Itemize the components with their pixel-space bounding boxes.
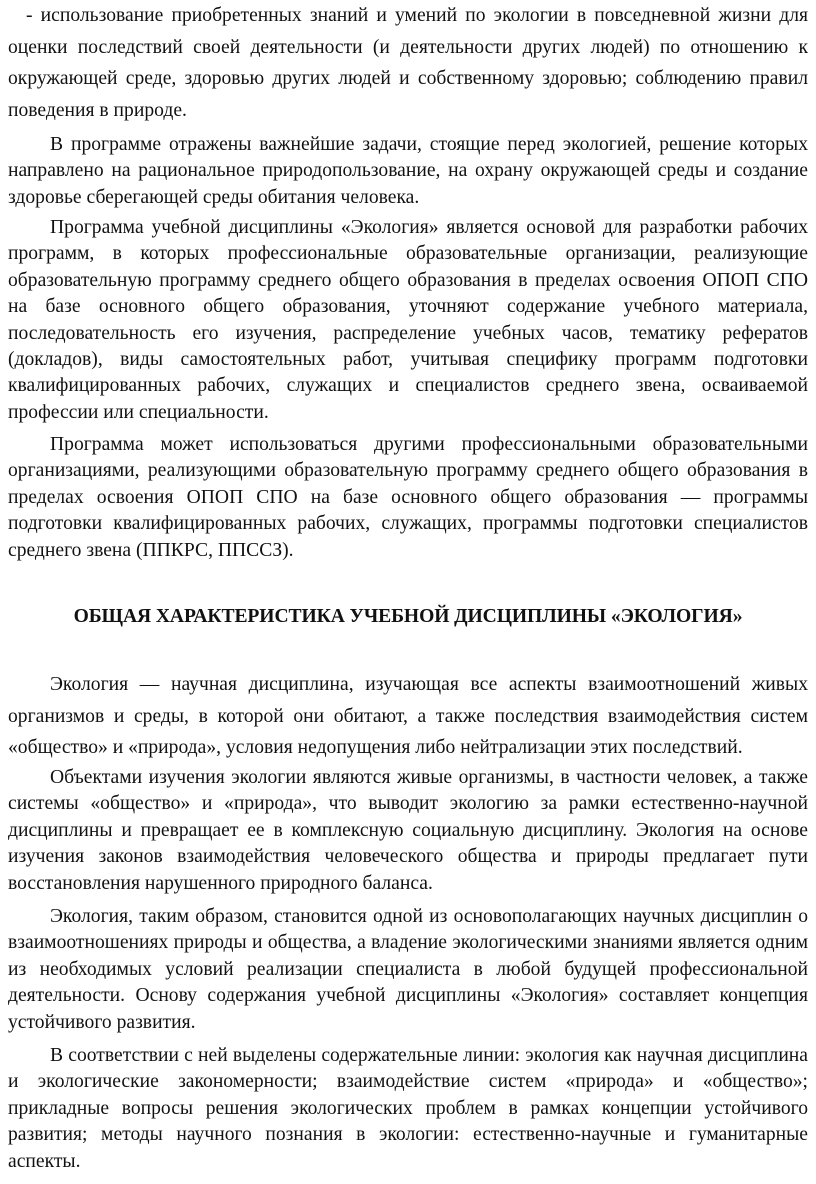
paragraph-program-tasks: В программе отражены важнейшие задачи, стоящие перед экологией, решение которых направлено на рациональное природопользование, на охрану окружающей среды и создание здоровье сберегающей среды обитания человека. (8, 134, 808, 208)
paragraph-usage-of-knowledge: - использование приобретенных знаний и умений по экологии в повседневной жизни для оценки последствий своей деятельности (и деятельности других людей) по отношению к окружающей среде, здоровью других людей и собственному здоровью; соблюдению правил поведения в природе. (8, 5, 808, 121)
paragraph-ecology-objects: Объектами изучения экологии являются живые организмы, в частности человек, а также системы «общество» и «природа», что выводит экологию за рамки естественно-научной дисциплины и превращает ее в комплексную социальную дисциплину. Экология на основе изучения законов взаимодействия человеческого общества и природы предлагает пути восстановления нарушенного природного баланса. (8, 767, 808, 894)
paragraph-program-usage: Программа может использоваться другими профессиональными образовательными организациями, реализующими образовательную программу среднего общего образования в пределах освоения ОПОП СПО на базе основного общего образования — программы подготовки квалифицированных рабочих, служащих, программы подготовки специалистов среднего звена (ППКРС, ППССЗ). (8, 434, 808, 561)
paragraph-ecology-fundamental: Экология, таким образом, становится одной из основополагающих научных дисциплин о взаимоотношениях природы и общества, а владение экологическими знаниями является одним из необходимых условий реализации специалиста в любой будущей профессиональной деятельности. Основу содержания учебной дисциплины «Экология» составляет концепция устойчивого развития. (8, 906, 808, 1033)
paragraph-content-lines: В соответствии с ней выделены содержательные линии: экология как научная дисциплина и экологические закономерности; взаимодействие систем «природа» и «общество»; прикладные вопросы решения экологических проблем в рамках концепции устойчивого развития; методы научного познания в экологии: естественно-научные и гуманитарные аспекты. (8, 1045, 808, 1172)
section-heading: ОБЩАЯ ХАРАКТЕРИСТИКА УЧЕБНОЙ ДИСЦИПЛИНЫ «ЭКОЛОГИЯ» (73, 606, 743, 627)
paragraph-ecology-definition: Экология — научная дисциплина, изучающая все аспекты взаимоотношений живых организмов и среды, в которой они обитают, а также последствия взаимодействия систем «общество» и «природа», условия недопущения либо нейтрализации этих последствий. (8, 674, 808, 758)
paragraph-program-basis: Программа учебной дисциплины «Экология» является основой для разработки рабочих программ, в которых профессиональные образовательные организации, реализующие образовательную программу среднего общего образования в пределах освоения ОПОП СПО на базе основного общего образования, уточняют содержание учебного материала, последовательность его изучения, распределение учебных часов, тематику рефератов (докладов), виды самостоятельных работ, учитывая специфику программ подготовки квалифицированных рабочих, служащих и специалистов среднего звена, осваиваемой профессии или специальности. (8, 217, 808, 423)
